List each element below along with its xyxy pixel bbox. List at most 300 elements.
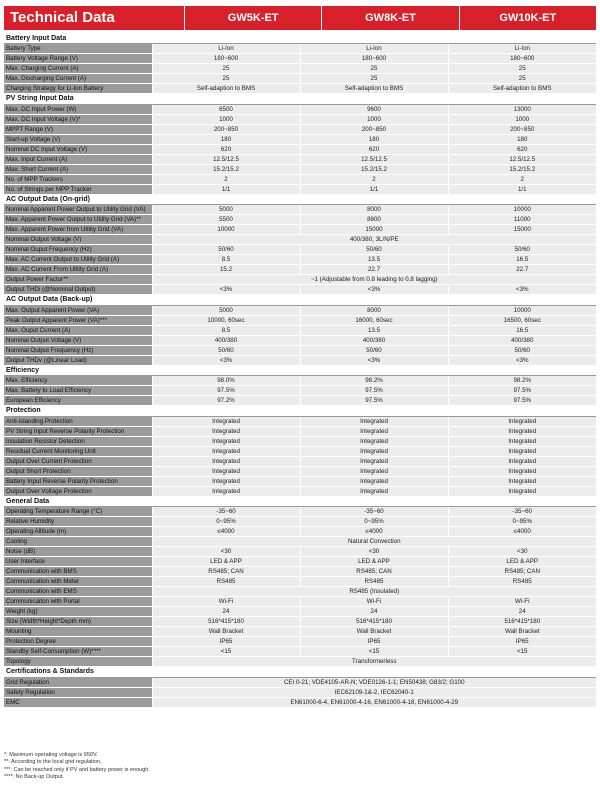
spec-label: Max. Discharging Current (A) bbox=[4, 74, 152, 84]
spec-value: 25 bbox=[448, 74, 596, 84]
spec-row bbox=[4, 557, 596, 567]
spec-row bbox=[4, 355, 596, 365]
spec-row bbox=[4, 697, 596, 707]
spec-value: 1000 bbox=[300, 114, 448, 124]
spec-row bbox=[4, 154, 596, 164]
spec-row bbox=[4, 456, 596, 466]
spec-value: RS485 bbox=[152, 577, 300, 587]
spec-value: Wall Bracket bbox=[448, 627, 596, 637]
spec-row bbox=[4, 305, 596, 315]
spec-value: 16.5 bbox=[448, 255, 596, 265]
spec-value-shared: IEC62109-1&-2, IEC62040-1 bbox=[152, 687, 596, 697]
spec-row bbox=[4, 587, 596, 597]
spec-row bbox=[4, 386, 596, 396]
spec-label: Topology bbox=[4, 657, 152, 667]
spec-row bbox=[4, 416, 596, 426]
spec-value: Wall Bracket bbox=[152, 627, 300, 637]
spec-row bbox=[4, 134, 596, 144]
spec-label: EMC bbox=[4, 697, 152, 707]
spec-value: 12.5/12.5 bbox=[152, 154, 300, 164]
spec-value: 98.0% bbox=[152, 376, 300, 386]
spec-value: 516*415*180 bbox=[300, 617, 448, 627]
spec-label: Peak Output Apparent Power (VA)*** bbox=[4, 315, 152, 325]
spec-label: Communication with EMS bbox=[4, 587, 152, 597]
spec-row bbox=[4, 255, 596, 265]
spec-value: 15.2 bbox=[152, 265, 300, 275]
spec-table bbox=[4, 33, 596, 708]
spec-row bbox=[4, 54, 596, 64]
spec-value: 10000 bbox=[448, 205, 596, 215]
spec-value: Integrated bbox=[152, 486, 300, 496]
spec-label: Max. Battery to Load Efficiency bbox=[4, 386, 152, 396]
spec-value: 400/380 bbox=[152, 335, 300, 345]
spec-value: 200~850 bbox=[300, 124, 448, 134]
spec-label: No. of MPP Trackers bbox=[4, 174, 152, 184]
spec-value: 8800 bbox=[300, 215, 448, 225]
spec-row bbox=[4, 567, 596, 577]
spec-value: 0~95% bbox=[448, 517, 596, 527]
spec-value: ≤4000 bbox=[152, 527, 300, 537]
spec-value: LED & APP bbox=[448, 557, 596, 567]
spec-label: Output Over Current Protection bbox=[4, 456, 152, 466]
section-title: AC Output Data (Back-up) bbox=[4, 295, 596, 306]
spec-label: Operating Altitude (m) bbox=[4, 527, 152, 537]
spec-value: Wi-Fi bbox=[152, 597, 300, 607]
spec-label: Anti-islanding Protection bbox=[4, 416, 152, 426]
spec-value: Integrated bbox=[300, 436, 448, 446]
spec-value: 50/60 bbox=[448, 345, 596, 355]
spec-value: 8.5 bbox=[152, 325, 300, 335]
section-header bbox=[4, 194, 596, 205]
spec-value: 50/60 bbox=[448, 245, 596, 255]
spec-row bbox=[4, 466, 596, 476]
spec-value: <3% bbox=[448, 285, 596, 295]
spec-value: 25 bbox=[300, 74, 448, 84]
spec-label: Output Power Factor** bbox=[4, 275, 152, 285]
spec-row bbox=[4, 657, 596, 667]
spec-row bbox=[4, 396, 596, 406]
spec-value: 15.2/15.2 bbox=[300, 164, 448, 174]
spec-label: Max. Input Current (A) bbox=[4, 154, 152, 164]
spec-value: 200~850 bbox=[152, 124, 300, 134]
spec-value: 8.5 bbox=[152, 255, 300, 265]
spec-value: <15 bbox=[152, 647, 300, 657]
spec-row bbox=[4, 597, 596, 607]
spec-label: PV String Input Reverse Polarity Protection bbox=[4, 426, 152, 436]
spec-value: Li-Ion bbox=[152, 44, 300, 54]
spec-value: <15 bbox=[300, 647, 448, 657]
footnote: **: According to the local grid regulation. bbox=[4, 759, 102, 766]
spec-value: 2 bbox=[300, 174, 448, 184]
spec-label: Max. Charging Current (A) bbox=[4, 64, 152, 74]
spec-row bbox=[4, 184, 596, 194]
spec-label: Max. Apparent Power from Utility Grid (VA) bbox=[4, 225, 152, 235]
table-header bbox=[4, 6, 596, 30]
spec-label: Protection Degree bbox=[4, 637, 152, 647]
spec-value: 180 bbox=[152, 134, 300, 144]
spec-row bbox=[4, 84, 596, 94]
spec-label: Noise (dB) bbox=[4, 547, 152, 557]
spec-value: 400/380 bbox=[300, 335, 448, 345]
spec-value: <3% bbox=[300, 355, 448, 365]
spec-value: IP65 bbox=[300, 637, 448, 647]
spec-label: Max. AC Current Output to Utility Grid (A) bbox=[4, 255, 152, 265]
spec-value: 97.5% bbox=[448, 386, 596, 396]
spec-value: 25 bbox=[152, 64, 300, 74]
section-header bbox=[4, 667, 596, 678]
spec-row bbox=[4, 144, 596, 154]
spec-value: 16500, 60sec bbox=[448, 315, 596, 325]
spec-label: Max. Efficiency bbox=[4, 376, 152, 386]
spec-row bbox=[4, 617, 596, 627]
footnotes bbox=[4, 752, 150, 782]
spec-label: Cooling bbox=[4, 537, 152, 547]
spec-label: Safety Regulation bbox=[4, 687, 152, 697]
spec-value: 180~600 bbox=[152, 54, 300, 64]
spec-row bbox=[4, 577, 596, 587]
section-title: Efficiency bbox=[4, 365, 596, 376]
section-header bbox=[4, 33, 596, 44]
spec-value: RS485; CAN bbox=[448, 567, 596, 577]
spec-row bbox=[4, 215, 596, 225]
spec-value: 400/380 bbox=[448, 335, 596, 345]
spec-value: Integrated bbox=[448, 466, 596, 476]
spec-value: LED & APP bbox=[152, 557, 300, 567]
spec-value: Li-Ion bbox=[448, 44, 596, 54]
spec-value: 6500 bbox=[152, 104, 300, 114]
spec-value: 12.5/12.5 bbox=[300, 154, 448, 164]
section-header bbox=[4, 496, 596, 507]
spec-value: 620 bbox=[448, 144, 596, 154]
spec-value: 24 bbox=[152, 607, 300, 617]
spec-value: 16000, 60sec bbox=[300, 315, 448, 325]
spec-row bbox=[4, 677, 596, 687]
spec-row bbox=[4, 315, 596, 325]
spec-value: 2 bbox=[152, 174, 300, 184]
spec-label: Max. DC Input Power (W) bbox=[4, 104, 152, 114]
spec-row bbox=[4, 225, 596, 235]
footnote: ****: No Back-up Output. bbox=[4, 774, 64, 781]
spec-row bbox=[4, 627, 596, 637]
spec-value: 25 bbox=[152, 74, 300, 84]
spec-value: Integrated bbox=[300, 446, 448, 456]
spec-row bbox=[4, 345, 596, 355]
spec-value: Integrated bbox=[448, 486, 596, 496]
spec-row bbox=[4, 547, 596, 557]
spec-label: Communicaiton with Portal bbox=[4, 597, 152, 607]
spec-label: Max. Short Current (A) bbox=[4, 164, 152, 174]
spec-row bbox=[4, 275, 596, 285]
spec-value: 1/1 bbox=[448, 184, 596, 194]
spec-value: 5500 bbox=[152, 215, 300, 225]
spec-row bbox=[4, 325, 596, 335]
spec-value: 10000, 60sec bbox=[152, 315, 300, 325]
spec-value: 50/60 bbox=[152, 245, 300, 255]
spec-value-shared: Natural Convection bbox=[152, 537, 596, 547]
spec-value: 50/60 bbox=[152, 345, 300, 355]
spec-value: 180~600 bbox=[448, 54, 596, 64]
spec-label: Start-up Voltage (V) bbox=[4, 134, 152, 144]
spec-label: Nominal Output Voltage (V) bbox=[4, 235, 152, 245]
spec-row bbox=[4, 205, 596, 215]
spec-value: Integrated bbox=[152, 456, 300, 466]
spec-row bbox=[4, 124, 596, 134]
spec-value: <30 bbox=[152, 547, 300, 557]
spec-value: 25 bbox=[448, 64, 596, 74]
spec-value: 50/60 bbox=[300, 345, 448, 355]
spec-value: 5000 bbox=[152, 205, 300, 215]
spec-value: Integrated bbox=[448, 446, 596, 456]
spec-value: 98.2% bbox=[448, 376, 596, 386]
spec-value: <30 bbox=[300, 547, 448, 557]
spec-label: Nominal DC Input Voltage (V) bbox=[4, 144, 152, 154]
spec-row bbox=[4, 687, 596, 697]
spec-value: 15000 bbox=[448, 225, 596, 235]
spec-label: Relative Humidity bbox=[4, 517, 152, 527]
spec-value: Integrated bbox=[300, 476, 448, 486]
spec-row bbox=[4, 245, 596, 255]
spec-value: 97.5% bbox=[448, 396, 596, 406]
spec-value: 50/60 bbox=[300, 245, 448, 255]
section-title: PV String Input Data bbox=[4, 94, 596, 105]
spec-label: Battery Input Reverse Polarity Protection bbox=[4, 476, 152, 486]
spec-value: 620 bbox=[300, 144, 448, 154]
spec-value: 15.2/15.2 bbox=[448, 164, 596, 174]
spec-label: Operating Temperature Range (°C) bbox=[4, 507, 152, 517]
spec-value-shared: CEI 0-21; VDE4105-AR-N; VDE0126-1-1; EN50438; G83/2; G100 bbox=[152, 677, 596, 687]
spec-value: 180 bbox=[448, 134, 596, 144]
spec-row bbox=[4, 74, 596, 84]
spec-row bbox=[4, 517, 596, 527]
spec-value-shared: Transformerless bbox=[152, 657, 596, 667]
section-header bbox=[4, 295, 596, 306]
section-title: Battery Input Data bbox=[4, 33, 596, 44]
spec-value: 1/1 bbox=[152, 184, 300, 194]
spec-value: -35~60 bbox=[152, 507, 300, 517]
spec-label: Max. Ouput Current (A) bbox=[4, 325, 152, 335]
spec-row bbox=[4, 537, 596, 547]
spec-label: Max. Output Apparent Power (VA) bbox=[4, 305, 152, 315]
spec-value-shared: 400/380, 3L/N/PE bbox=[152, 235, 596, 245]
spec-value: 180 bbox=[300, 134, 448, 144]
spec-value: 8000 bbox=[300, 205, 448, 215]
spec-label: Size (Width*Height*Depth mm) bbox=[4, 617, 152, 627]
spec-value: <3% bbox=[152, 355, 300, 365]
spec-value: Integrated bbox=[152, 426, 300, 436]
spec-row bbox=[4, 486, 596, 496]
spec-row bbox=[4, 104, 596, 114]
spec-value-shared: ~1 (Adjustable from 0.8 leading to 0.8 lagging) bbox=[152, 275, 596, 285]
spec-row bbox=[4, 607, 596, 617]
sheet-title: Technical Data bbox=[10, 9, 115, 26]
spec-label: Mounting bbox=[4, 627, 152, 637]
spec-value: 12.5/12.5 bbox=[448, 154, 596, 164]
spec-row bbox=[4, 426, 596, 436]
spec-value: Wi-Fi bbox=[448, 597, 596, 607]
model-header-gw10k: GW10K-ET bbox=[459, 6, 596, 30]
spec-value: 200~850 bbox=[448, 124, 596, 134]
spec-label: Insulation Resistor Detection bbox=[4, 436, 152, 446]
spec-value: RS485 bbox=[448, 577, 596, 587]
spec-label: Residual Current Monitoring Unit bbox=[4, 446, 152, 456]
spec-value: 5000 bbox=[152, 305, 300, 315]
spec-value: RS485; CAN bbox=[152, 567, 300, 577]
spec-label: Communication with BMS bbox=[4, 567, 152, 577]
spec-row bbox=[4, 476, 596, 486]
spec-value: 25 bbox=[300, 64, 448, 74]
spec-value: 1000 bbox=[448, 114, 596, 124]
section-header bbox=[4, 365, 596, 376]
spec-label: Max. DC Input Voltage (V)* bbox=[4, 114, 152, 124]
spec-value: 13.5 bbox=[300, 325, 448, 335]
spec-value: 180~600 bbox=[300, 54, 448, 64]
spec-value: <15 bbox=[448, 647, 596, 657]
spec-value: Integrated bbox=[300, 456, 448, 466]
footnote: ***: Can be reached only if PV and battery power is enough. bbox=[4, 766, 150, 773]
spec-table-body bbox=[4, 33, 596, 707]
spec-value: 13000 bbox=[448, 104, 596, 114]
spec-value: LED & APP bbox=[300, 557, 448, 567]
spec-value: <3% bbox=[448, 355, 596, 365]
spec-value: Integrated bbox=[448, 436, 596, 446]
spec-value: Integrated bbox=[152, 436, 300, 446]
spec-value: Li-Ion bbox=[300, 44, 448, 54]
spec-value-shared: RS485 (Insulated) bbox=[152, 587, 596, 597]
spec-label: Output Short Protection bbox=[4, 466, 152, 476]
spec-label: Grid Regulation bbox=[4, 677, 152, 687]
spec-label: Battery Type bbox=[4, 44, 152, 54]
spec-value: Wi-Fi bbox=[300, 597, 448, 607]
spec-label: Output Over Voltage Protection bbox=[4, 486, 152, 496]
spec-value: 97.2% bbox=[152, 396, 300, 406]
spec-value: Integrated bbox=[300, 486, 448, 496]
spec-value: 15000 bbox=[300, 225, 448, 235]
spec-row bbox=[4, 114, 596, 124]
spec-value: 24 bbox=[300, 607, 448, 617]
spec-label: European Efficiency bbox=[4, 396, 152, 406]
spec-label: Weight (kg) bbox=[4, 607, 152, 617]
section-header bbox=[4, 94, 596, 105]
spec-label: Max. AC Current From Utility Grid (A) bbox=[4, 265, 152, 275]
section-title: General Data bbox=[4, 496, 596, 507]
spec-value: RS485 bbox=[300, 577, 448, 587]
spec-value: RS485; CAN bbox=[300, 567, 448, 577]
spec-row bbox=[4, 436, 596, 446]
footnote: *: Maximum operating voltage is 950V. bbox=[4, 752, 98, 758]
spec-value: Wall Bracket bbox=[300, 627, 448, 637]
spec-value: 97.5% bbox=[152, 386, 300, 396]
spec-value: IP65 bbox=[448, 637, 596, 647]
spec-value: 0~95% bbox=[152, 517, 300, 527]
spec-value: Integrated bbox=[152, 476, 300, 486]
spec-row bbox=[4, 265, 596, 275]
spec-label: Nominal Output Voltage (V) bbox=[4, 335, 152, 345]
spec-row bbox=[4, 235, 596, 245]
spec-value: 1/1 bbox=[300, 184, 448, 194]
spec-value: Integrated bbox=[152, 466, 300, 476]
spec-label: MPPT Range (V) bbox=[4, 124, 152, 134]
spec-label: Output THDi (@Nominal Output) bbox=[4, 285, 152, 295]
spec-value: Self-adaption to BMS bbox=[300, 84, 448, 94]
spec-value: ≤4000 bbox=[448, 527, 596, 537]
model-header-gw8k: GW8K-ET bbox=[321, 6, 458, 30]
section-title: Certifications & Standards bbox=[4, 667, 596, 678]
spec-row bbox=[4, 446, 596, 456]
spec-value: Self-adaption to BMS bbox=[448, 84, 596, 94]
spec-row bbox=[4, 335, 596, 345]
spec-label: Output THDv (@Linear Load) bbox=[4, 355, 152, 365]
spec-value: 11000 bbox=[448, 215, 596, 225]
spec-row bbox=[4, 637, 596, 647]
spec-value: 15.2/15.2 bbox=[152, 164, 300, 174]
spec-value: <3% bbox=[300, 285, 448, 295]
spec-label: User Interface bbox=[4, 557, 152, 567]
spec-value: 97.5% bbox=[300, 386, 448, 396]
spec-row bbox=[4, 44, 596, 54]
spec-row bbox=[4, 285, 596, 295]
spec-row bbox=[4, 164, 596, 174]
spec-value: 0~95% bbox=[300, 517, 448, 527]
spec-value: 22.7 bbox=[448, 265, 596, 275]
spec-label: Nominal Apparent Power Output to Utility Grid (VA) bbox=[4, 205, 152, 215]
spec-value: Integrated bbox=[152, 446, 300, 456]
spec-value: IP65 bbox=[152, 637, 300, 647]
spec-value: <30 bbox=[448, 547, 596, 557]
spec-row bbox=[4, 527, 596, 537]
spec-value: 8000 bbox=[300, 305, 448, 315]
spec-value: 22.7 bbox=[300, 265, 448, 275]
spec-value: 98.2% bbox=[300, 376, 448, 386]
spec-value: 516*415*180 bbox=[448, 617, 596, 627]
section-title: Protection bbox=[4, 406, 596, 417]
spec-label: Charging Strategy for Li-Ion Battery bbox=[4, 84, 152, 94]
spec-label: Max. Apparent Power Output to Utility Grid (VA)** bbox=[4, 215, 152, 225]
spec-label: Nominal Ouput Frequency (Hz) bbox=[4, 245, 152, 255]
spec-value: Integrated bbox=[448, 416, 596, 426]
spec-value: 1000 bbox=[152, 114, 300, 124]
spec-value: Integrated bbox=[300, 416, 448, 426]
model-header-gw5k: GW5K-ET bbox=[184, 6, 321, 30]
spec-value: 97.5% bbox=[300, 396, 448, 406]
spec-label: Standby Self-Consumption (W)**** bbox=[4, 647, 152, 657]
spec-row bbox=[4, 647, 596, 657]
spec-value: 9600 bbox=[300, 104, 448, 114]
spec-value: 10000 bbox=[448, 305, 596, 315]
spec-row bbox=[4, 507, 596, 517]
spec-value: -35~60 bbox=[300, 507, 448, 517]
spec-value: 24 bbox=[448, 607, 596, 617]
spec-value: Integrated bbox=[300, 466, 448, 476]
spec-row bbox=[4, 64, 596, 74]
spec-label: No. of Strings per MPP Tracker bbox=[4, 184, 152, 194]
spec-value: 10000 bbox=[152, 225, 300, 235]
spec-row bbox=[4, 376, 596, 386]
spec-row bbox=[4, 174, 596, 184]
spec-value: 516*415*180 bbox=[152, 617, 300, 627]
section-header bbox=[4, 406, 596, 417]
spec-label: Nominal Output Frequency (Hz) bbox=[4, 345, 152, 355]
spec-value: <3% bbox=[152, 285, 300, 295]
spec-value: Integrated bbox=[448, 426, 596, 436]
spec-value: Integrated bbox=[448, 456, 596, 466]
spec-value-shared: EN61000-6-4, EN61000-4-16, EN61000-4-18, EN61000-4-29 bbox=[152, 697, 596, 707]
spec-value: -35~60 bbox=[448, 507, 596, 517]
spec-value: 16.5 bbox=[448, 325, 596, 335]
spec-value: Self-adaption to BMS bbox=[152, 84, 300, 94]
spec-value: 620 bbox=[152, 144, 300, 154]
spec-value: 2 bbox=[448, 174, 596, 184]
spec-value: Integrated bbox=[152, 416, 300, 426]
